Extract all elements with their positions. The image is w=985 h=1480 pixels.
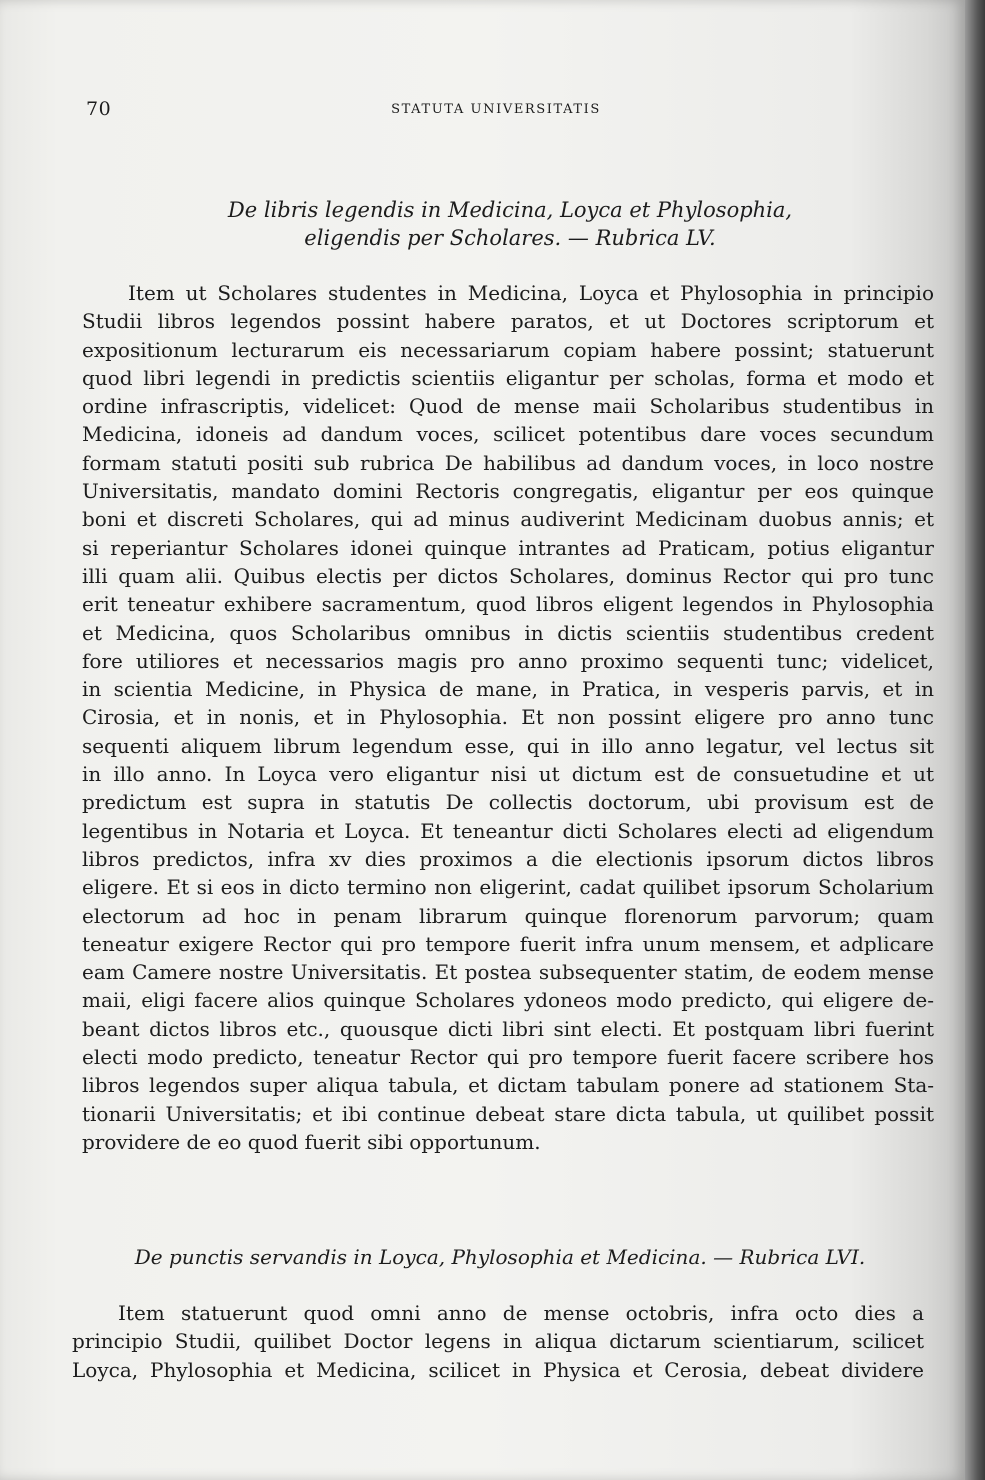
text-line: expositionum lecturarum eis necessariarum copiam habere possint; statuerunt xyxy=(82,337,934,362)
text-line: si reperiantur Scholares idonei quinque intrantes ad Praticam, potius eligantur xyxy=(82,535,934,560)
page-number: 70 xyxy=(86,98,112,120)
text-line: legentibus in Notaria et Loyca. Et teneantur dicti Scholares electi ad eligendum xyxy=(82,818,934,843)
text-line: maii, eligi facere alios quinque Scholares ydoneos modo predicto, qui eligere de- xyxy=(82,988,934,1013)
text-line: Loyca, Phylosophia et Medicina, scilicet in Physica et Cerosia, debeat dividere xyxy=(72,1357,924,1382)
text-line: libros legendos super aliqua tabula, et dictam tabulam ponere ad stationem Sta- xyxy=(82,1073,934,1098)
text-line: predictum est supra in statutis De collectis doctorum, ubi provisum est de xyxy=(82,790,934,815)
text-line: ordine infrascriptis, videlicet: Quod de mense maii Scholaribus studentibus in xyxy=(82,394,934,419)
heading-line: De punctis servandis in Loyca, Phylosophia et Medicina. — Rubrica LVI. xyxy=(134,1245,866,1269)
heading-line: De libris legendis in Medicina, Loyca et Phylosophia, xyxy=(227,198,793,222)
text-line: Universitatis, mandato domini Rectoris congregatis, eligantur per eos quinque xyxy=(82,479,934,504)
text-line: illi quam alii. Quibus electis per dictos Scholares, dominus Rector qui pro tunc xyxy=(82,563,934,588)
running-header xyxy=(86,98,906,126)
text-line: Item ut Scholares studentes in Medicina, Loyca et Phylosophia in principio xyxy=(128,281,934,305)
text-line: teneatur exigere Rector qui pro tempore fuerit infra unum mensem, et adplicare xyxy=(82,931,934,956)
text-line: formam statuti positi sub rubrica De habilibus ad dandum voces, in loco nostre xyxy=(82,450,934,475)
statute-paragraph xyxy=(82,279,934,1156)
text-line: Studii libros legendos possint habere paratos, et ut Doctores scriptorum et xyxy=(82,309,934,334)
text-line: libros predictos, infra xv dies proximos a die electionis ipsorum dictos libros xyxy=(82,846,934,871)
text-line: electorum ad hoc in penam librarum quinque florenorum parvorum; quam xyxy=(82,903,934,928)
book-edge xyxy=(965,0,985,1480)
text-line: principio Studii, quilibet Doctor legens in aliqua dictarum scientiarum, scilicet xyxy=(72,1329,924,1354)
running-title: STATUTA UNIVERSITATIS xyxy=(391,102,601,117)
rubric-heading xyxy=(120,196,900,252)
text-line: in illo anno. In Loyca vero eligantur nisi ut dictum est de consuetudine et ut xyxy=(82,762,934,787)
text-line: et Medicina, quos Scholaribus omnibus in dictis scientiis studentibus credent xyxy=(82,620,934,645)
text-line: quod libri legendi in predictis scientiis eligantur per scholas, forma et modo et xyxy=(82,365,934,390)
text-line: electi modo predicto, teneatur Rector qui pro tempore fuerit facere scribere hos xyxy=(82,1045,934,1070)
text-line: Cirosia, et in nonis, et in Phylosophia. Et non possint eligere pro anno tunc xyxy=(82,705,934,730)
text-line: beant dictos libros etc., quousque dicti libri sint electi. Et postquam libri fuerint xyxy=(82,1016,934,1041)
text-line: Medicina, idoneis ad dandum voces, scilicet potentibus dare voces secundum xyxy=(82,422,934,447)
text-line: boni et discreti Scholares, qui ad minus audiverint Medicinam duobus annis; et xyxy=(82,507,934,532)
text-line: Item statuerunt quod omni anno de mense octobris, infra octo dies a xyxy=(118,1301,924,1325)
text-line: fore utiliores et necessarios magis pro anno proximo sequenti tunc; videlicet, xyxy=(82,648,934,673)
text-line: tionarii Universitatis; et ibi continue debeat stare dicta tabula, ut quilibet possit xyxy=(82,1101,934,1126)
text-line: sequenti aliquem librum legendum esse, qui in illo anno legatur, vel lectus sit xyxy=(82,733,934,758)
text-line: erit teneatur exhibere sacramentum, quod libros eligent legendos in Phylosophia xyxy=(82,592,934,617)
heading-line: eligendis per Scholares. — Rubrica LV. xyxy=(304,226,716,250)
statute-paragraph xyxy=(72,1299,924,1384)
rubric-heading xyxy=(70,1243,930,1271)
text-line: eam Camere nostre Universitatis. Et postea subsequenter statim, de eodem mense xyxy=(82,960,934,985)
text-line: eligere. Et si eos in dicto termino non eligerint, cadat quilibet ipsorum Scholarium xyxy=(82,875,934,900)
text-line: providere de eo quod fuerit sibi opportunum. xyxy=(82,1129,541,1154)
text-line: in scientia Medicine, in Physica de mane, in Pratica, in vesperis parvis, et in xyxy=(82,677,934,702)
